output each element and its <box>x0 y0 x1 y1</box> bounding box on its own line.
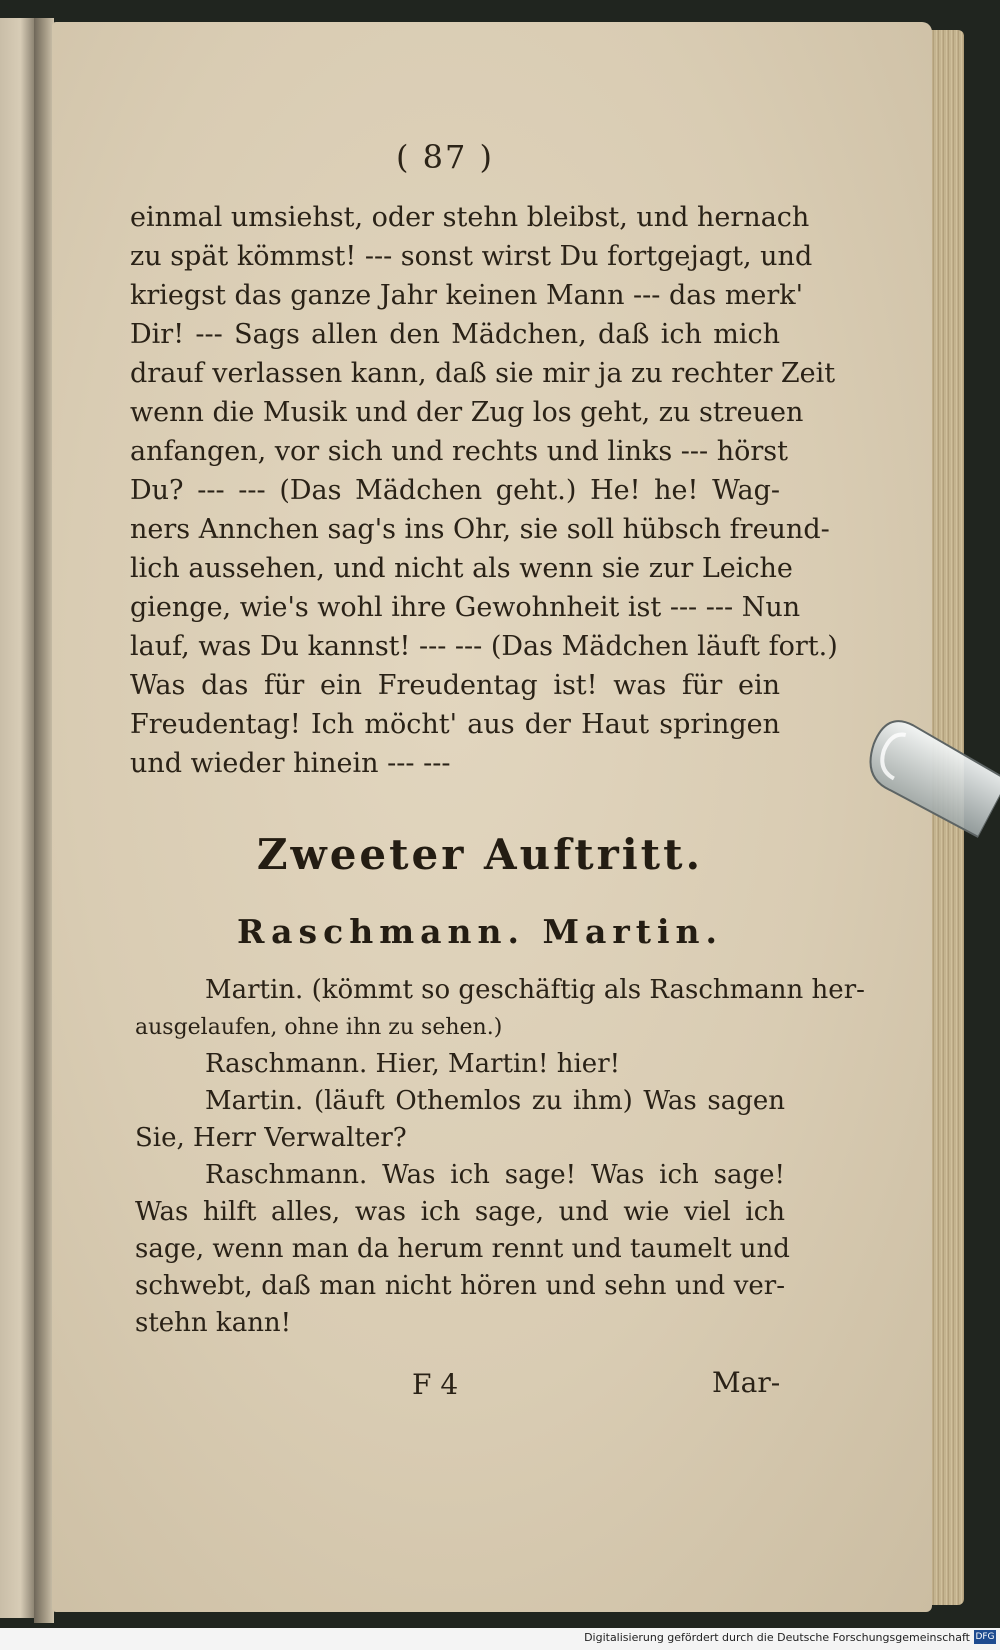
dialogue-line: Was hilft alles, was ich sage, und wie viel ich <box>135 1197 785 1227</box>
text-line: gienge, wie's wohl ihre Gewohnheit ist --- --- Nun <box>130 592 801 623</box>
previous-page-edge <box>0 18 34 1618</box>
text-line: ners Annchen sag's ins Ohr, sie soll hübsch freund- <box>130 514 830 545</box>
text-line: Du? --- --- (Das Mädchen geht.) He! he! Wag- <box>130 475 780 506</box>
signature-mark: F 4 <box>412 1368 459 1401</box>
body-text <box>130 198 838 783</box>
page-number: ( 87 ) <box>395 138 495 176</box>
dialogue-line: stehn kann! <box>135 1308 292 1338</box>
text-line: Freudentag! Ich möcht' aus der Haut springen <box>130 709 780 740</box>
dialogue-line: schwebt, daß man nicht hören und sehn und ver- <box>135 1271 785 1301</box>
dialogue-line: ausgelaufen, ohne ihn zu sehen.) <box>135 1015 503 1040</box>
dialogue-text <box>135 972 865 1342</box>
dialogue-line: Raschmann. Was ich sage! Was ich sage! <box>205 1160 785 1190</box>
text-line: einmal umsiehst, oder stehn bleibst, und hernach <box>130 202 810 233</box>
dialogue-line: Martin. (läuft Othemlos zu ihm) Was sagen <box>205 1086 785 1116</box>
footer-credit: Digitalisierung gefördert durch die Deutsche Forschungsgemeinschaft <box>584 1631 970 1644</box>
book-gutter <box>34 18 54 1623</box>
text-line: Was das für ein Freudentag ist! was für ein <box>130 670 780 701</box>
text-line: lauf, was Du kannst! --- --- (Das Mädchen läuft fort.) <box>130 631 838 662</box>
character-list: Raschmann. Martin. <box>236 912 724 951</box>
text-line: und wieder hinein --- --- <box>130 748 451 779</box>
text-line: drauf verlassen kann, daß sie mir ja zu rechter Zeit <box>130 358 836 389</box>
text-line: wenn die Musik und der Zug los geht, zu streuen <box>130 397 804 428</box>
dialogue-line: Sie, Herr Verwalter? <box>135 1123 407 1153</box>
text-line: kriegst das ganze Jahr keinen Mann --- das merk' <box>130 280 804 311</box>
catchword: Mar- <box>712 1366 781 1399</box>
dfg-logo: DFG <box>975 1632 995 1642</box>
dialogue-line: Raschmann. Hier, Martin! hier! <box>205 1049 621 1079</box>
text-line: anfangen, vor sich und rechts und links --- hörst <box>130 436 789 467</box>
text-line: lich aussehen, und nicht als wenn sie zur Leiche <box>130 553 793 584</box>
text-line: zu spät kömmst! --- sonst wirst Du fortgejagt, und <box>130 241 813 272</box>
dialogue-line: Martin. (kömmt so geschäftig als Raschmann her- <box>205 975 865 1005</box>
text-line: Dir! --- Sags allen den Mädchen, daß ich mich <box>130 319 780 350</box>
scene-heading: Zweeter Auftritt. <box>256 830 704 879</box>
dialogue-line: sage, wenn man da herum rennt und taumelt und <box>135 1234 790 1264</box>
